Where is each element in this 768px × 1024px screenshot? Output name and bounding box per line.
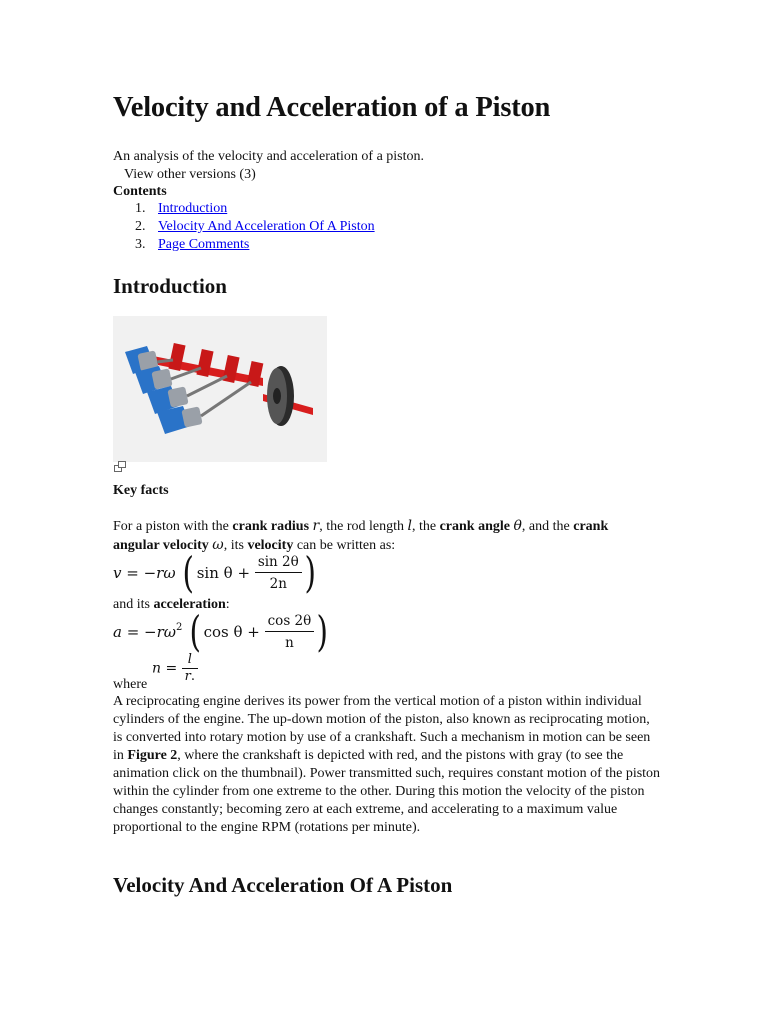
toc-number: 3. [135,237,146,252]
eq-superscript: 2 [176,622,183,633]
section-heading-introduction: Introduction [113,274,227,298]
term-crank-angle: crank angle [439,519,510,534]
key-facts-heading: Key facts [113,483,169,498]
eq-lhs: a = −rω [113,623,177,641]
figure-reference: Figure 2 [127,748,178,763]
denominator: 2n [269,575,287,592]
symbol-omega: ω [212,537,224,553]
engine-animation-thumbnail[interactable] [113,316,327,462]
text: : [225,597,230,612]
text: A reciprocating engine derives its power from the vertical motion of a piston within individual cylinders of the engine. The up-down motion of the piston, also known as reciprocating motion, is converted into rotary motion by use of a crankshaft. Such a mechanism in motion can be seen in [113,694,651,763]
page-title: Velocity and Acceleration of a Piston [113,92,551,123]
acceleration-equation [113,608,331,656]
paren-close: ) [316,607,329,656]
paren-open: ( [189,607,202,656]
toc-item [113,236,375,254]
symbol-theta: θ [513,518,522,534]
text: , the rod length [319,519,408,534]
term-crank: crank [573,519,609,534]
period: . [190,669,196,684]
velocity-equation [113,549,318,597]
text: can be written as: [293,538,396,553]
toc-item [113,218,375,236]
text: , and the [521,519,574,534]
fraction [255,552,302,595]
eq-inner: cos θ + [203,623,260,641]
fraction [182,652,198,685]
toc-number: 1. [135,201,146,216]
paren-close: ) [304,548,316,597]
text: , where the crankshaft is depicted with red, and the pistons with gray (to see the animation click on the thumbnail). Power transmitted such, requires constant motion of the piston within the cylinder from one extreme to the other. During this motion the velocity of the piston changes constantly; becoming zero at each extreme, and accelerating to a maximum value proportional to the engine RPM (rotations per minute). [113,748,661,835]
toc-link-page-comments[interactable]: Page Comments [158,237,250,252]
enlarge-icon[interactable] [114,461,126,472]
eq-lhs: n = [152,660,178,677]
toc-item [113,200,375,218]
term-angular-velocity: angular velocity [113,538,209,553]
where-label: where [113,677,148,692]
text: , its [223,538,248,553]
text: For a piston with the [113,519,233,534]
text: and its [113,597,154,612]
numerator: cos 2θ [265,611,315,632]
term-acceleration: acceleration [153,597,226,612]
term-crank-radius: crank radius [232,519,310,534]
flywheel-hub [273,388,281,404]
contents-heading: Contents [113,184,167,199]
paren-open: ( [182,548,195,597]
toc-link-introduction[interactable]: Introduction [158,201,228,216]
engine-illustration [113,316,327,462]
symbol-r: r [184,669,191,684]
toc-number: 2. [135,219,146,234]
numerator: sin 2θ [255,552,302,573]
numerator [182,652,198,669]
text: , the [411,519,440,534]
introduction-body-paragraph [113,693,661,837]
symbol-r: r [312,518,320,534]
eq-inner: sin θ + [196,564,251,582]
toc-link-velocity-acceleration[interactable]: Velocity And Acceleration Of A Piston [158,219,375,234]
section-heading-velocity-acceleration: Velocity And Acceleration Of A Piston [113,873,453,897]
symbol-l: l [407,518,412,534]
table-of-contents [113,200,375,254]
denominator: n [285,634,294,651]
article-subtitle: An analysis of the velocity and acceleration of a piston. [113,149,425,164]
n-definition-equation [152,652,198,685]
symbol-l: l [187,652,192,667]
view-versions-link[interactable]: View other versions (3) [124,167,256,182]
denominator [182,669,198,685]
eq-lhs: v = −rω [113,564,176,582]
fraction [265,611,315,654]
term-velocity: velocity [247,538,294,553]
